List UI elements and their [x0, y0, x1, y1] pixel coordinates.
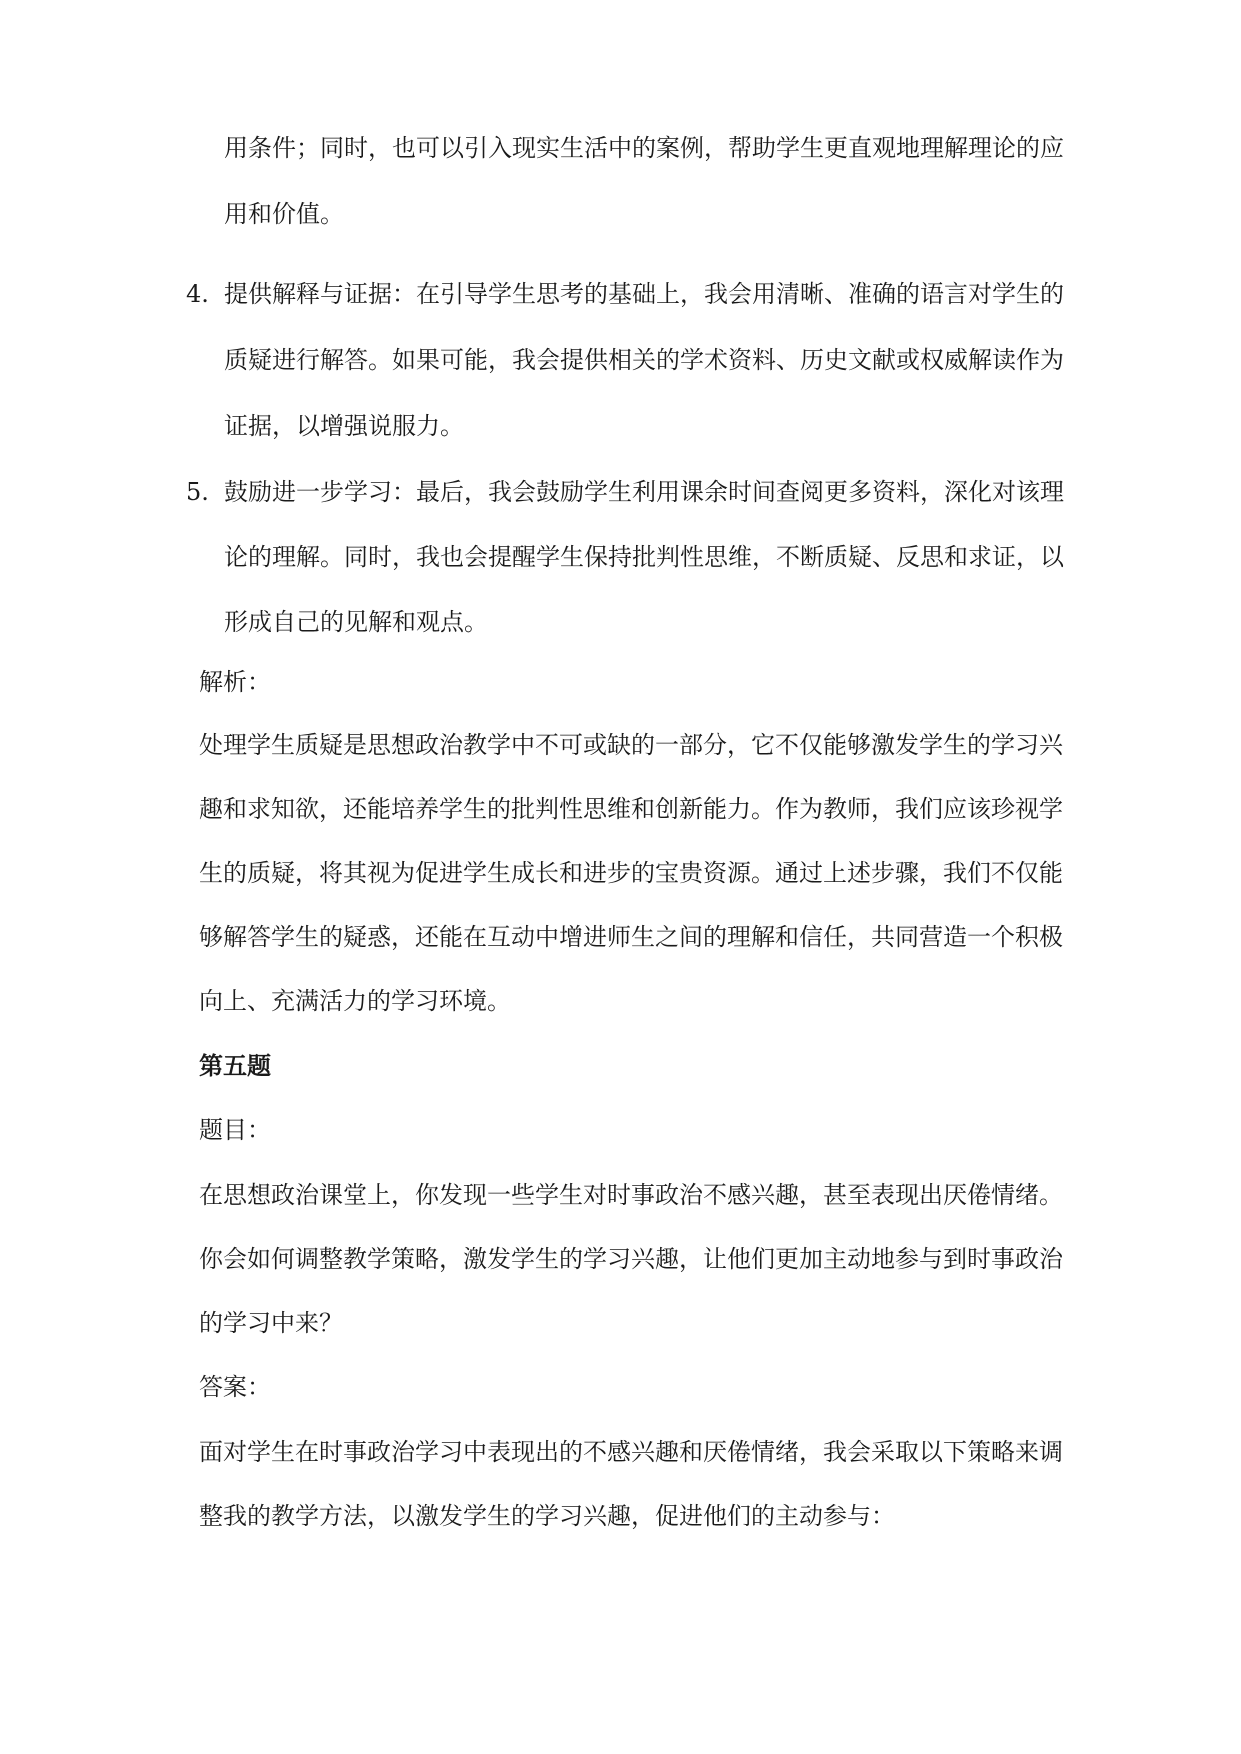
analysis-line-3: 生的质疑，将其视为促进学生成长和进步的宝贵资源。通过上述步骤，我们不仅能 — [199, 859, 1063, 887]
item5-line-2: 论的理解。同时，我也会提醒学生保持批判性思维，不断质疑、反思和求证，以 — [224, 543, 1064, 571]
item5-line-1: 鼓励进一步学习：最后，我会鼓励学生利用课余时间查阅更多资料，深化对该理 — [224, 478, 1064, 506]
analysis-line-1: 处理学生质疑是思想政治教学中不可或缺的一部分，它不仅能够激发学生的学习兴 — [199, 731, 1063, 759]
item5-number: 5. — [186, 478, 209, 506]
item3-line-2: 用和价值。 — [224, 200, 344, 228]
question5-topic-label: 题目： — [199, 1116, 271, 1144]
analysis-line-2: 趣和求知欲，还能培养学生的批判性思维和创新能力。作为教师，我们应该珍视学 — [199, 795, 1063, 823]
item4-line-3: 证据，以增强说服力。 — [224, 412, 464, 440]
question5-heading: 第五题 — [199, 1052, 271, 1080]
question5-topic-line-2: 你会如何调整教学策略，激发学生的学习兴趣，让他们更加主动地参与到时事政治 — [199, 1245, 1063, 1273]
item4-line-1: 提供解释与证据：在引导学生思考的基础上，我会用清晰、准确的语言对学生的 — [224, 280, 1064, 308]
item3-line-1: 用条件；同时，也可以引入现实生活中的案例，帮助学生更直观地理解理论的应 — [224, 134, 1064, 162]
question5-answer-line-1: 面对学生在时事政治学习中表现出的不感兴趣和厌倦情绪，我会采取以下策略来调 — [199, 1438, 1063, 1466]
item4-number: 4. — [186, 280, 209, 308]
analysis-line-5: 向上、充满活力的学习环境。 — [199, 987, 511, 1015]
item5-line-3: 形成自己的见解和观点。 — [224, 608, 488, 636]
question5-answer-line-2: 整我的教学方法，以激发学生的学习兴趣，促进他们的主动参与： — [199, 1502, 895, 1530]
question5-answer-label: 答案： — [199, 1373, 271, 1401]
question5-topic-line-1: 在思想政治课堂上，你发现一些学生对时事政治不感兴趣，甚至表现出厌倦情绪。 — [199, 1181, 1063, 1209]
question5-topic-line-3: 的学习中来？ — [199, 1309, 343, 1337]
item4-line-2: 质疑进行解答。如果可能，我会提供相关的学术资料、历史文献或权威解读作为 — [224, 346, 1064, 374]
analysis-line-4: 够解答学生的疑惑，还能在互动中增进师生之间的理解和信任，共同营造一个积极 — [199, 923, 1063, 951]
analysis-label: 解析： — [199, 668, 271, 696]
